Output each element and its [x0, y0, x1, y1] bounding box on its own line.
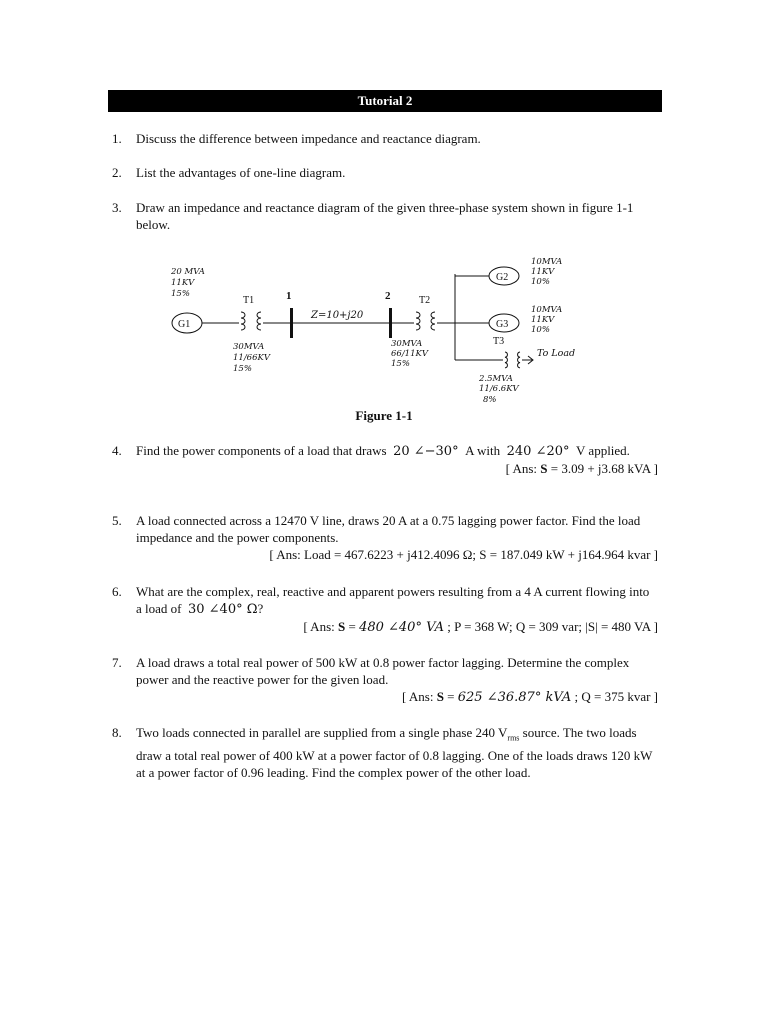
t3-label: T3 [493, 336, 505, 347]
generator-g2 [489, 267, 519, 285]
question-number: 5. [112, 513, 122, 528]
question-1 [112, 130, 658, 147]
answer: [ Ans: S = 480 ∠40° VA ; P = 368 W; Q = 309 var; |S| = 480 VA ] [303, 619, 658, 635]
g2-rating-mva: 10MVA [531, 257, 563, 267]
one-line-diagram [165, 252, 595, 412]
transformer-t3 [505, 352, 520, 368]
question-number: 1. [112, 131, 122, 146]
figure-caption: Figure 1-1 [355, 408, 413, 423]
page-title: Tutorial 2 [108, 90, 662, 112]
t2-rating-kv: 66/11KV [391, 349, 428, 359]
answer: [ Ans: S = 3.09 + j3.68 kVA ] [505, 461, 658, 476]
svg-text:G1: G1 [178, 319, 191, 330]
g3-rating-impedance: 10% [531, 325, 550, 335]
current-phasor: 20 ∠−30° [393, 444, 459, 459]
question-text: A load connected across a 12470 V line, draws 20 A at a 0.75 lagging power factor. Find the load impedance and the power components. [136, 513, 641, 545]
answer: [ Ans: S = 625 ∠36.87° kVA ; Q = 375 kvar ] [402, 689, 658, 705]
t3-rating-impedance: 8% [483, 395, 497, 405]
question-8 [112, 724, 658, 781]
question-number: 8. [112, 725, 122, 740]
g2-rating-kv: 11KV [531, 267, 555, 277]
bus-1-label: 1 [286, 290, 292, 302]
t3-rating-mva: 2.5MVA [479, 374, 513, 384]
t1-rating-impedance: 15% [233, 364, 252, 374]
load-label: To Load [537, 348, 576, 359]
question-text: List the advantages of one-line diagram. [136, 165, 346, 180]
question-text: Discuss the difference between impedance and reactance diagram. [136, 131, 481, 146]
question-text: What are the complex, real, reactive and apparent powers resulting from a 4 A current flowing into a load of [136, 584, 650, 616]
t3-rating-kv: 11/6.6KV [479, 384, 519, 394]
g3-rating-kv: 11KV [531, 315, 555, 325]
question-number: 2. [112, 165, 122, 180]
question-text: V applied. [576, 443, 630, 458]
question-number: 6. [112, 584, 122, 599]
question-7 [112, 654, 658, 706]
g1-rating-impedance: 15% [171, 289, 190, 299]
svg-text:G3: G3 [496, 319, 509, 330]
question-number: 7. [112, 655, 122, 670]
generator-g1 [172, 313, 202, 333]
question-3 [112, 199, 658, 233]
bus-2 [389, 308, 392, 338]
question-5 [112, 512, 658, 563]
bus-1 [290, 308, 293, 338]
svg-text:T1: T1 [243, 295, 255, 306]
question-text: A with [465, 443, 501, 458]
question-2 [112, 164, 658, 181]
line-impedance: Z=10+j20 [311, 310, 364, 321]
transformer-t2 [411, 295, 455, 330]
g2-rating-impedance: 10% [531, 277, 550, 287]
question-text: Draw an impedance and reactance diagram of the given three-phase system shown in figure 1-1 below. [136, 200, 634, 232]
question-6: 6. What are the complex, real, reactive and apparent powers resulting from a 4 A current flowing into a load of 30 ∠40° Ω? [ Ans: S = 480 ∠40° VA ; P = 368 W; Q = 309 var; |S| = 480 VA ] [112, 584, 658, 635]
svg-text:T2: T2 [419, 295, 431, 306]
question-text: Find the power components of a load that draws [136, 443, 387, 458]
g3-rating-mva: 10MVA [531, 305, 563, 315]
question-text: Two loads connected in parallel are supplied from a single phase 240 $V_{rms}$ source. The two loads draw a total real power of 400 kW at a power factor of 0.8 lagging. One of the loads draws 120 kW at a power factor of 0.96 leading. Find the complex power of the other load. [136, 725, 653, 780]
t1-rating-kv: 11/66KV [233, 353, 270, 363]
question-4 [112, 442, 658, 477]
question-number: 4. [112, 443, 122, 458]
voltage-phasor: 240 ∠20° [506, 444, 570, 459]
t1-rating-mva: 30MVA [233, 342, 265, 352]
load-impedance: 30 ∠40° Ω [187, 602, 258, 617]
generator-g3 [489, 314, 519, 332]
svg-text:G2: G2 [496, 272, 509, 283]
g1-rating-kv: 11KV [171, 278, 195, 288]
t2-rating-mva: 30MVA [391, 339, 423, 349]
t2-rating-impedance: 15% [391, 359, 410, 369]
question-number: 3. [112, 200, 122, 215]
answer: [ Ans: Load = 467.6223 + j412.4096 Ω; S = 187.049 kW + j164.964 kvar ] [269, 547, 658, 562]
question-text: A load draws a total real power of 500 kW at 0.8 power factor lagging. Determine the complex power and the reactive power for the given load. [136, 655, 630, 687]
transformer-t1 [235, 295, 267, 330]
bus-2-label: 2 [385, 290, 391, 302]
g1-rating-mva: 20 MVA [171, 267, 205, 277]
